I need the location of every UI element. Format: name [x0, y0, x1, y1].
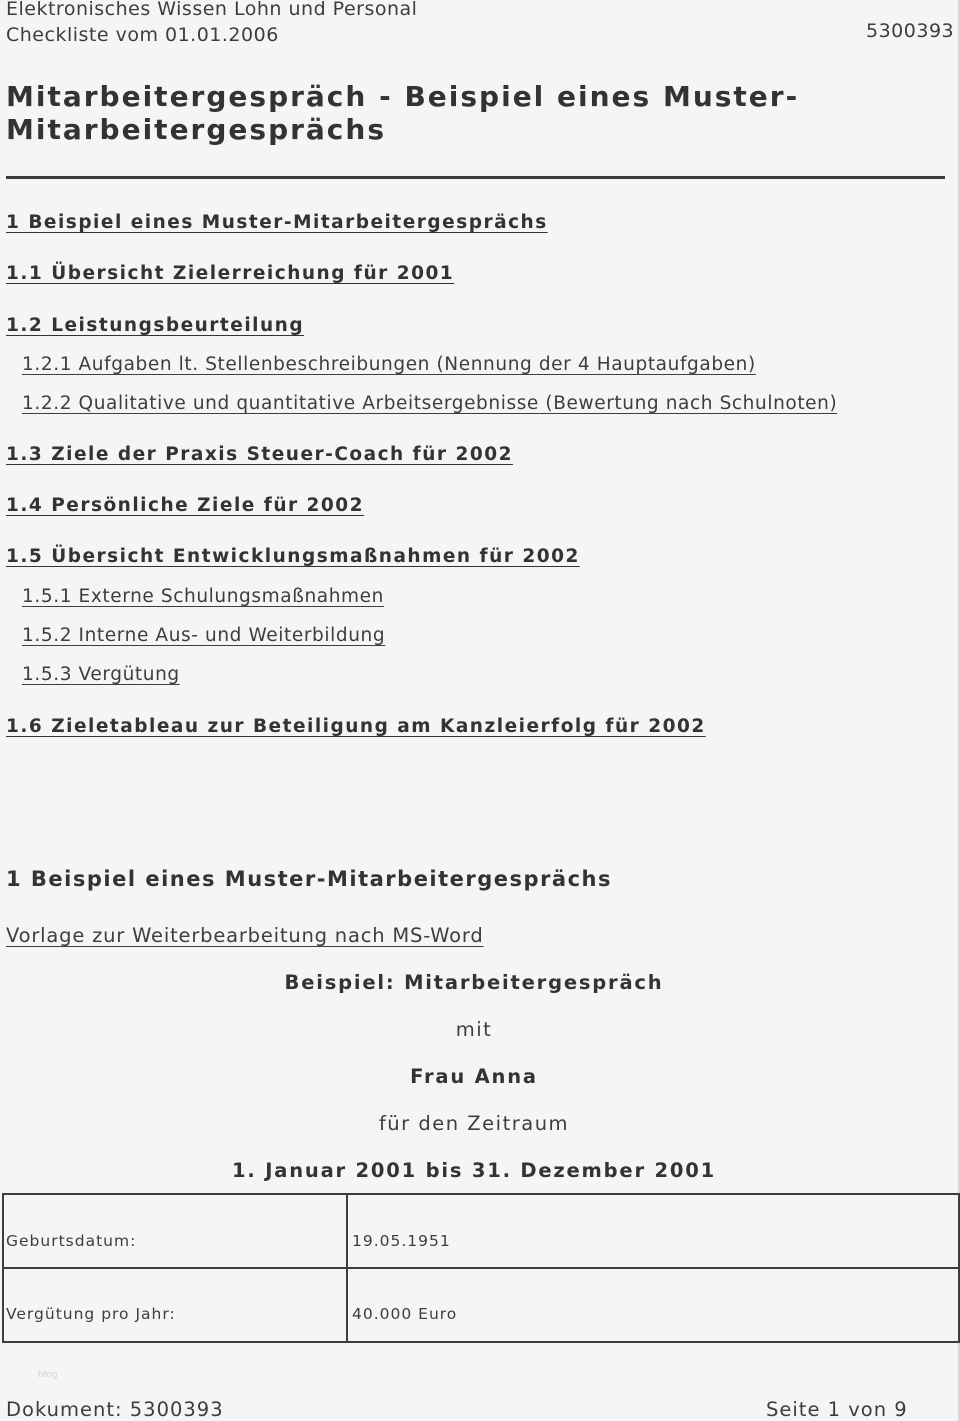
title-divider [6, 176, 945, 179]
watermark: blog [38, 1370, 58, 1380]
period-label: für den Zeitraum [378, 1112, 570, 1135]
table-cell-label: Geburtsdatum: [6, 1232, 137, 1250]
toc-link-1-4[interactable]: 1.4 Persönliche Ziele für 2002 [6, 495, 365, 516]
with-label: mit [455, 1018, 493, 1041]
toc-link-1-6[interactable]: 1.6 Zieletableau zur Beteiligung am Kanzleierfolg für 2002 [6, 716, 706, 737]
footer-document: Dokument: 5300393 [6, 1398, 224, 1421]
employee-name: Frau Anna [410, 1065, 538, 1088]
page-title-line2: Mitarbeitergesprächs [6, 113, 387, 146]
table-cell-value: 19.05.1951 [352, 1232, 451, 1250]
toc-link-1-2-2[interactable]: 1.2.2 Qualitative und quantitative Arbeitsergebnisse (Bewertung nach Schulnoten) [22, 393, 838, 414]
toc-link-1-5[interactable]: 1.5 Übersicht Entwicklungsmaßnahmen für 2002 [6, 546, 580, 567]
table-border-middle [2, 1267, 960, 1269]
toc-link-1-5-2[interactable]: 1.5.2 Interne Aus- und Weiterbildung [22, 625, 386, 646]
toc-link-1-5-1[interactable]: 1.5.1 Externe Schulungsmaßnahmen [22, 586, 384, 607]
table-border-top [2, 1193, 960, 1195]
toc-link-1-5-3[interactable]: 1.5.3 Vergütung [22, 664, 180, 685]
header-doc-number: 5300393 [866, 20, 955, 42]
header-checklist-date: Checkliste vom 01.01.2006 [6, 24, 279, 46]
employee-data-table [2, 1193, 960, 1343]
table-border-left [2, 1193, 4, 1343]
page-title-line1: Mitarbeitergespräch - Beispiel eines Muster- [6, 80, 800, 113]
toc-link-1[interactable]: 1 Beispiel eines Muster-Mitarbeitergesprächs [6, 212, 548, 233]
toc-link-1-2-1[interactable]: 1.2.1 Aufgaben lt. Stellenbeschreibungen (Nennung der 4 Hauptaufgaben) [22, 354, 756, 375]
toc-link-1-2[interactable]: 1.2 Leistungsbeurteilung [6, 315, 305, 336]
toc-link-1-3[interactable]: 1.3 Ziele der Praxis Steuer-Coach für 2002 [6, 444, 513, 465]
header-publication: Elektronisches Wissen Lohn und Personal [6, 0, 418, 20]
table-column-divider [346, 1193, 348, 1343]
template-download-link[interactable]: Vorlage zur Weiterbearbeitung nach MS-Word [6, 924, 484, 947]
toc-link-1-1[interactable]: 1.1 Übersicht Zielerreichung für 2001 [6, 263, 455, 284]
table-cell-label: Vergütung pro Jahr: [6, 1305, 176, 1323]
period-range: 1. Januar 2001 bis 31. Dezember 2001 [232, 1159, 716, 1182]
footer-page-number: Seite 1 von 9 [766, 1398, 908, 1421]
example-title: Beispiel: Mitarbeitergespräch [284, 971, 664, 994]
table-border-bottom [2, 1341, 960, 1343]
table-cell-value: 40.000 Euro [352, 1305, 458, 1323]
section-heading: 1 Beispiel eines Muster-Mitarbeitergesprächs [6, 867, 613, 891]
